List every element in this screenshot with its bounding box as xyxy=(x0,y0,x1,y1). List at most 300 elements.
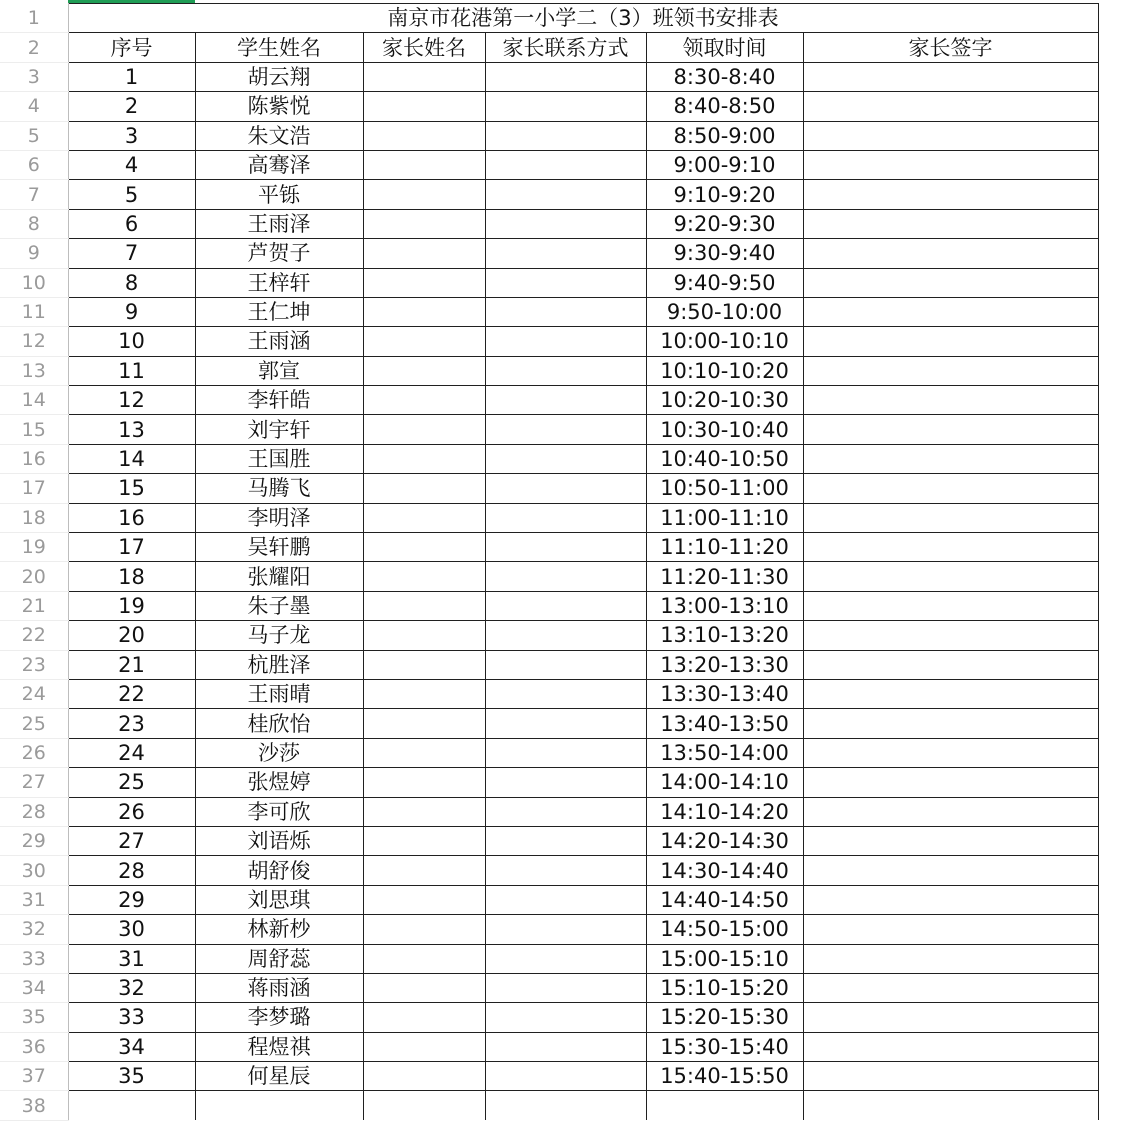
cell-student-name[interactable]: 高骞泽 xyxy=(195,150,363,179)
cell-parent-name[interactable] xyxy=(363,915,485,944)
cell-student-name[interactable]: 王雨涵 xyxy=(195,327,363,356)
table-row xyxy=(0,327,1098,356)
table-row xyxy=(0,62,1098,91)
table-row xyxy=(0,474,1098,503)
cell-no[interactable]: 18 xyxy=(68,562,195,591)
cell-parent-contact[interactable] xyxy=(485,709,646,738)
cell-no[interactable]: 28 xyxy=(68,856,195,885)
header-cell-parent-signature[interactable]: 家长签字 xyxy=(803,33,1098,62)
cell-student-name[interactable]: 王雨泽 xyxy=(195,209,363,238)
row-header[interactable]: 6 xyxy=(0,150,68,179)
cell-parent-signature[interactable] xyxy=(803,209,1098,238)
cell-parent-signature[interactable] xyxy=(803,562,1098,591)
cell-no[interactable]: 26 xyxy=(68,797,195,826)
row-header[interactable]: 27 xyxy=(0,768,68,797)
cell-parent-name[interactable] xyxy=(363,768,485,797)
table-row xyxy=(0,826,1098,855)
row-header[interactable]: 34 xyxy=(0,973,68,1002)
cell-pickup-time[interactable]: 9:10-9:20 xyxy=(646,180,803,209)
row-header[interactable]: 25 xyxy=(0,709,68,738)
cell-parent-signature[interactable] xyxy=(803,503,1098,532)
cell-parent-signature[interactable] xyxy=(803,944,1098,973)
cell-pickup-time[interactable]: 13:30-13:40 xyxy=(646,679,803,708)
table-row xyxy=(0,415,1098,444)
table-row xyxy=(0,121,1098,150)
cell-parent-contact[interactable] xyxy=(485,1003,646,1032)
cell-pickup-time[interactable]: 13:00-13:10 xyxy=(646,591,803,620)
row-header[interactable]: 18 xyxy=(0,503,68,532)
cell-pickup-time[interactable]: 9:30-9:40 xyxy=(646,239,803,268)
cell-parent-name[interactable] xyxy=(363,150,485,179)
cell-student-name[interactable]: 沙莎 xyxy=(195,738,363,767)
cell-pickup-time[interactable]: 10:30-10:40 xyxy=(646,415,803,444)
cell-parent-signature[interactable] xyxy=(803,591,1098,620)
cell-parent-signature[interactable] xyxy=(803,915,1098,944)
cell-no[interactable]: 20 xyxy=(68,621,195,650)
cell-parent-name[interactable] xyxy=(363,533,485,562)
cell-no[interactable]: 16 xyxy=(68,503,195,532)
cell-parent-contact[interactable] xyxy=(485,768,646,797)
row-header[interactable]: 1 xyxy=(0,4,68,33)
cell-student-name[interactable]: 王国胜 xyxy=(195,444,363,473)
row-header[interactable]: 5 xyxy=(0,121,68,150)
table-row xyxy=(0,679,1098,708)
cell-no[interactable]: 13 xyxy=(68,415,195,444)
cell-parent-signature[interactable] xyxy=(803,738,1098,767)
cell-parent-contact[interactable] xyxy=(485,533,646,562)
cell-parent-signature[interactable] xyxy=(803,444,1098,473)
row-header[interactable]: 7 xyxy=(0,180,68,209)
header-cell-pickup-time[interactable]: 领取时间 xyxy=(646,33,803,62)
row-header[interactable]: 36 xyxy=(0,1032,68,1061)
cell-pickup-time[interactable]: 15:30-15:40 xyxy=(646,1032,803,1061)
cell-pickup-time[interactable]: 8:50-9:00 xyxy=(646,121,803,150)
empty-cell[interactable] xyxy=(485,1091,646,1120)
cell-parent-signature[interactable] xyxy=(803,973,1098,1002)
cell-parent-contact[interactable] xyxy=(485,121,646,150)
cell-parent-contact[interactable] xyxy=(485,297,646,326)
cell-parent-contact[interactable] xyxy=(485,679,646,708)
cell-parent-name[interactable] xyxy=(363,209,485,238)
table-row xyxy=(0,885,1098,914)
cell-pickup-time[interactable]: 9:50-10:00 xyxy=(646,297,803,326)
cell-parent-contact[interactable] xyxy=(485,444,646,473)
cell-parent-contact[interactable] xyxy=(485,327,646,356)
header-cell-no[interactable]: 序号 xyxy=(68,33,195,62)
cell-pickup-time[interactable]: 13:20-13:30 xyxy=(646,650,803,679)
table-row xyxy=(0,1032,1098,1061)
cell-student-name[interactable]: 张煜婷 xyxy=(195,768,363,797)
cell-no[interactable]: 1 xyxy=(68,62,195,91)
cell-parent-name[interactable] xyxy=(363,239,485,268)
cell-parent-name[interactable] xyxy=(363,885,485,914)
cell-parent-name[interactable] xyxy=(363,944,485,973)
cell-parent-contact[interactable] xyxy=(485,268,646,297)
empty-cell[interactable] xyxy=(68,1091,195,1120)
row-header[interactable]: 28 xyxy=(0,797,68,826)
cell-student-name[interactable]: 林新杪 xyxy=(195,915,363,944)
cell-no[interactable]: 2 xyxy=(68,92,195,121)
cell-parent-contact[interactable] xyxy=(485,621,646,650)
row-header[interactable]: 35 xyxy=(0,1003,68,1032)
cell-no[interactable]: 10 xyxy=(68,327,195,356)
row-header[interactable]: 20 xyxy=(0,562,68,591)
row-header[interactable]: 11 xyxy=(0,297,68,326)
row-header[interactable]: 32 xyxy=(0,915,68,944)
table-row xyxy=(0,503,1098,532)
cell-pickup-time[interactable]: 10:50-11:00 xyxy=(646,474,803,503)
cell-no[interactable]: 17 xyxy=(68,533,195,562)
row-header[interactable]: 31 xyxy=(0,885,68,914)
cell-no[interactable]: 31 xyxy=(68,944,195,973)
cell-parent-name[interactable] xyxy=(363,503,485,532)
cell-parent-signature[interactable] xyxy=(803,709,1098,738)
cell-parent-signature[interactable] xyxy=(803,474,1098,503)
cell-parent-contact[interactable] xyxy=(485,180,646,209)
cell-pickup-time[interactable]: 10:40-10:50 xyxy=(646,444,803,473)
row-header[interactable]: 14 xyxy=(0,386,68,415)
cell-parent-signature[interactable] xyxy=(803,415,1098,444)
cell-student-name[interactable]: 王梓轩 xyxy=(195,268,363,297)
table-row xyxy=(0,209,1098,238)
cell-parent-signature[interactable] xyxy=(803,826,1098,855)
cell-pickup-time[interactable]: 14:20-14:30 xyxy=(646,826,803,855)
cell-parent-signature[interactable] xyxy=(803,621,1098,650)
cell-parent-name[interactable] xyxy=(363,92,485,121)
row-header[interactable]: 38 xyxy=(0,1091,68,1120)
cell-parent-contact[interactable] xyxy=(485,150,646,179)
cell-no[interactable]: 32 xyxy=(68,973,195,1002)
cell-student-name[interactable]: 郭宣 xyxy=(195,356,363,385)
cell-parent-contact[interactable] xyxy=(485,856,646,885)
empty-cell[interactable] xyxy=(646,1091,803,1120)
row-header[interactable]: 19 xyxy=(0,533,68,562)
cell-student-name[interactable]: 芦贺子 xyxy=(195,239,363,268)
cell-student-name[interactable]: 王仁坤 xyxy=(195,297,363,326)
cell-pickup-time[interactable]: 11:00-11:10 xyxy=(646,503,803,532)
cell-pickup-time[interactable]: 10:20-10:30 xyxy=(646,386,803,415)
cell-parent-signature[interactable] xyxy=(803,768,1098,797)
cell-parent-signature[interactable] xyxy=(803,1003,1098,1032)
empty-cell[interactable] xyxy=(803,1091,1098,1120)
cell-parent-name[interactable] xyxy=(363,121,485,150)
cell-parent-contact[interactable] xyxy=(485,239,646,268)
cell-no[interactable]: 23 xyxy=(68,709,195,738)
cell-no[interactable]: 25 xyxy=(68,768,195,797)
cell-no[interactable]: 24 xyxy=(68,738,195,767)
cell-student-name[interactable]: 刘宇轩 xyxy=(195,415,363,444)
table-row xyxy=(0,268,1098,297)
cell-student-name[interactable]: 马腾飞 xyxy=(195,474,363,503)
data-table xyxy=(0,3,1099,1121)
cell-student-name[interactable]: 李明泽 xyxy=(195,503,363,532)
cell-parent-signature[interactable] xyxy=(803,533,1098,562)
cell-parent-name[interactable] xyxy=(363,621,485,650)
cell-parent-contact[interactable] xyxy=(485,209,646,238)
cell-parent-signature[interactable] xyxy=(803,121,1098,150)
cell-parent-signature[interactable] xyxy=(803,92,1098,121)
cell-student-name[interactable]: 朱文浩 xyxy=(195,121,363,150)
cell-parent-contact[interactable] xyxy=(485,62,646,91)
cell-parent-contact[interactable] xyxy=(485,797,646,826)
cell-no[interactable]: 8 xyxy=(68,268,195,297)
cell-student-name[interactable]: 刘思琪 xyxy=(195,885,363,914)
cell-no[interactable]: 12 xyxy=(68,386,195,415)
cell-student-name[interactable]: 周舒蕊 xyxy=(195,944,363,973)
cell-parent-signature[interactable] xyxy=(803,239,1098,268)
table-row xyxy=(0,768,1098,797)
cell-pickup-time[interactable]: 14:30-14:40 xyxy=(646,856,803,885)
empty-cell[interactable] xyxy=(195,1091,363,1120)
row-header[interactable]: 33 xyxy=(0,944,68,973)
table-row xyxy=(0,297,1098,326)
cell-pickup-time[interactable]: 14:50-15:00 xyxy=(646,915,803,944)
header-cell-parent-name[interactable]: 家长姓名 xyxy=(363,33,485,62)
title-row xyxy=(0,4,1098,33)
table-row xyxy=(0,533,1098,562)
cell-pickup-time[interactable]: 10:10-10:20 xyxy=(646,356,803,385)
row-header[interactable]: 37 xyxy=(0,1062,68,1091)
cell-no[interactable]: 34 xyxy=(68,1032,195,1061)
row-header[interactable]: 4 xyxy=(0,92,68,121)
cell-student-name[interactable]: 胡舒俊 xyxy=(195,856,363,885)
cell-pickup-time[interactable]: 9:00-9:10 xyxy=(646,150,803,179)
cell-parent-signature[interactable] xyxy=(803,327,1098,356)
cell-parent-signature[interactable] xyxy=(803,1032,1098,1061)
cell-parent-name[interactable] xyxy=(363,297,485,326)
table-row xyxy=(0,944,1098,973)
cell-parent-signature[interactable] xyxy=(803,856,1098,885)
cell-no[interactable]: 22 xyxy=(68,679,195,708)
header-cell-parent-contact[interactable]: 家长联系方式 xyxy=(485,33,646,62)
cell-student-name[interactable]: 李梦璐 xyxy=(195,1003,363,1032)
cell-parent-contact[interactable] xyxy=(485,973,646,1002)
cell-parent-name[interactable] xyxy=(363,650,485,679)
cell-parent-signature[interactable] xyxy=(803,62,1098,91)
cell-no[interactable]: 4 xyxy=(68,150,195,179)
cell-student-name[interactable]: 桂欣怡 xyxy=(195,709,363,738)
cell-parent-name[interactable] xyxy=(363,415,485,444)
cell-no[interactable]: 7 xyxy=(68,239,195,268)
cell-parent-name[interactable] xyxy=(363,562,485,591)
cell-parent-contact[interactable] xyxy=(485,650,646,679)
table-row xyxy=(0,150,1098,179)
cell-student-name[interactable]: 李轩皓 xyxy=(195,386,363,415)
table-row xyxy=(0,915,1098,944)
cell-pickup-time[interactable]: 11:10-11:20 xyxy=(646,533,803,562)
cell-no[interactable]: 35 xyxy=(68,1062,195,1091)
row-header[interactable]: 9 xyxy=(0,239,68,268)
cell-no[interactable]: 15 xyxy=(68,474,195,503)
sheet-title-cell[interactable]: 南京市花港第一小学二（3）班领书安排表 xyxy=(68,4,1098,33)
cell-parent-signature[interactable] xyxy=(803,297,1098,326)
cell-parent-name[interactable] xyxy=(363,268,485,297)
row-header[interactable]: 21 xyxy=(0,591,68,620)
cell-student-name[interactable]: 程煜祺 xyxy=(195,1032,363,1061)
table-row xyxy=(0,92,1098,121)
spreadsheet-grid xyxy=(0,3,1125,1121)
cell-no[interactable]: 3 xyxy=(68,121,195,150)
cell-parent-contact[interactable] xyxy=(485,1032,646,1061)
row-header[interactable]: 24 xyxy=(0,679,68,708)
cell-student-name[interactable]: 胡云翔 xyxy=(195,62,363,91)
table-row xyxy=(0,562,1098,591)
cell-parent-name[interactable] xyxy=(363,1032,485,1061)
cell-parent-contact[interactable] xyxy=(485,915,646,944)
table-row xyxy=(0,973,1098,1002)
cell-pickup-time[interactable]: 13:40-13:50 xyxy=(646,709,803,738)
cell-parent-contact[interactable] xyxy=(485,92,646,121)
cell-parent-name[interactable] xyxy=(363,709,485,738)
cell-no[interactable]: 33 xyxy=(68,1003,195,1032)
cell-no[interactable]: 29 xyxy=(68,885,195,914)
cell-pickup-time[interactable]: 8:40-8:50 xyxy=(646,92,803,121)
cell-parent-signature[interactable] xyxy=(803,180,1098,209)
cell-parent-name[interactable] xyxy=(363,62,485,91)
cell-parent-name[interactable] xyxy=(363,591,485,620)
cell-parent-signature[interactable] xyxy=(803,679,1098,708)
table-row xyxy=(0,356,1098,385)
cell-parent-name[interactable] xyxy=(363,444,485,473)
cell-no[interactable]: 6 xyxy=(68,209,195,238)
table-row xyxy=(0,856,1098,885)
cell-parent-signature[interactable] xyxy=(803,268,1098,297)
cell-student-name[interactable]: 蒋雨涵 xyxy=(195,973,363,1002)
cell-parent-contact[interactable] xyxy=(485,474,646,503)
cell-parent-contact[interactable] xyxy=(485,415,646,444)
cell-pickup-time[interactable]: 13:10-13:20 xyxy=(646,621,803,650)
header-row xyxy=(0,33,1098,62)
cell-pickup-time[interactable]: 14:40-14:50 xyxy=(646,885,803,914)
cell-parent-contact[interactable] xyxy=(485,738,646,767)
cell-no[interactable]: 30 xyxy=(68,915,195,944)
table-row xyxy=(0,1003,1098,1032)
table-row xyxy=(0,444,1098,473)
cell-parent-name[interactable] xyxy=(363,973,485,1002)
cell-parent-name[interactable] xyxy=(363,1062,485,1091)
row-header[interactable]: 30 xyxy=(0,856,68,885)
cell-pickup-time[interactable]: 15:40-15:50 xyxy=(646,1062,803,1091)
cell-no[interactable]: 14 xyxy=(68,444,195,473)
row-header[interactable]: 29 xyxy=(0,826,68,855)
table-row xyxy=(0,1062,1098,1091)
cell-student-name[interactable]: 朱子墨 xyxy=(195,591,363,620)
cell-student-name[interactable]: 吴轩鹏 xyxy=(195,533,363,562)
cell-student-name[interactable]: 刘语烁 xyxy=(195,826,363,855)
cell-parent-name[interactable] xyxy=(363,826,485,855)
cell-parent-contact[interactable] xyxy=(485,356,646,385)
row-header[interactable]: 2 xyxy=(0,33,68,62)
empty-cell[interactable] xyxy=(363,1091,485,1120)
cell-no[interactable]: 5 xyxy=(68,180,195,209)
cell-student-name[interactable]: 王雨晴 xyxy=(195,679,363,708)
row-header[interactable]: 26 xyxy=(0,738,68,767)
cell-parent-contact[interactable] xyxy=(485,826,646,855)
cell-pickup-time[interactable]: 14:10-14:20 xyxy=(646,797,803,826)
cell-parent-contact[interactable] xyxy=(485,1062,646,1091)
cell-pickup-time[interactable]: 9:20-9:30 xyxy=(646,209,803,238)
row-header[interactable]: 15 xyxy=(0,415,68,444)
cell-parent-signature[interactable] xyxy=(803,885,1098,914)
cell-student-name[interactable]: 李可欣 xyxy=(195,797,363,826)
cell-parent-name[interactable] xyxy=(363,180,485,209)
cell-student-name[interactable]: 杭胜泽 xyxy=(195,650,363,679)
empty-row xyxy=(0,1091,1098,1120)
cell-pickup-time[interactable]: 15:10-15:20 xyxy=(646,973,803,1002)
cell-pickup-time[interactable]: 11:20-11:30 xyxy=(646,562,803,591)
cell-parent-signature[interactable] xyxy=(803,356,1098,385)
cell-parent-name[interactable] xyxy=(363,327,485,356)
table-row xyxy=(0,797,1098,826)
table-row xyxy=(0,650,1098,679)
cell-pickup-time[interactable]: 9:40-9:50 xyxy=(646,268,803,297)
cell-student-name[interactable]: 张耀阳 xyxy=(195,562,363,591)
cell-parent-contact[interactable] xyxy=(485,562,646,591)
row-header[interactable]: 16 xyxy=(0,444,68,473)
cell-pickup-time[interactable]: 13:50-14:00 xyxy=(646,738,803,767)
cell-pickup-time[interactable]: 10:00-10:10 xyxy=(646,327,803,356)
cell-parent-name[interactable] xyxy=(363,679,485,708)
table-row xyxy=(0,239,1098,268)
table-row xyxy=(0,738,1098,767)
cell-pickup-time[interactable]: 15:00-15:10 xyxy=(646,944,803,973)
row-header[interactable]: 22 xyxy=(0,621,68,650)
cell-no[interactable]: 11 xyxy=(68,356,195,385)
header-cell-student-name[interactable]: 学生姓名 xyxy=(195,33,363,62)
cell-parent-signature[interactable] xyxy=(803,650,1098,679)
row-header[interactable]: 3 xyxy=(0,62,68,91)
cell-student-name[interactable]: 马子龙 xyxy=(195,621,363,650)
cell-no[interactable]: 21 xyxy=(68,650,195,679)
cell-parent-signature[interactable] xyxy=(803,386,1098,415)
cell-pickup-time[interactable]: 8:30-8:40 xyxy=(646,62,803,91)
row-header[interactable]: 13 xyxy=(0,356,68,385)
cell-parent-name[interactable] xyxy=(363,856,485,885)
cell-parent-contact[interactable] xyxy=(485,944,646,973)
cell-no[interactable]: 19 xyxy=(68,591,195,620)
row-header[interactable]: 17 xyxy=(0,474,68,503)
table-row xyxy=(0,180,1098,209)
cell-parent-name[interactable] xyxy=(363,1003,485,1032)
cell-parent-signature[interactable] xyxy=(803,797,1098,826)
row-header[interactable]: 8 xyxy=(0,209,68,238)
cell-parent-name[interactable] xyxy=(363,738,485,767)
cell-parent-name[interactable] xyxy=(363,386,485,415)
cell-student-name[interactable]: 平铄 xyxy=(195,180,363,209)
row-header[interactable]: 23 xyxy=(0,650,68,679)
cell-parent-name[interactable] xyxy=(363,356,485,385)
cell-student-name[interactable]: 何星辰 xyxy=(195,1062,363,1091)
row-header[interactable]: 12 xyxy=(0,327,68,356)
cell-pickup-time[interactable]: 14:00-14:10 xyxy=(646,768,803,797)
row-header[interactable]: 10 xyxy=(0,268,68,297)
table-row xyxy=(0,621,1098,650)
cell-parent-signature[interactable] xyxy=(803,150,1098,179)
cell-parent-contact[interactable] xyxy=(485,503,646,532)
cell-parent-contact[interactable] xyxy=(485,885,646,914)
cell-parent-name[interactable] xyxy=(363,797,485,826)
table-row xyxy=(0,709,1098,738)
cell-no[interactable]: 9 xyxy=(68,297,195,326)
cell-no[interactable]: 27 xyxy=(68,826,195,855)
cell-parent-name[interactable] xyxy=(363,474,485,503)
cell-student-name[interactable]: 陈紫悦 xyxy=(195,92,363,121)
table-row xyxy=(0,386,1098,415)
cell-pickup-time[interactable]: 15:20-15:30 xyxy=(646,1003,803,1032)
cell-parent-contact[interactable] xyxy=(485,591,646,620)
cell-parent-contact[interactable] xyxy=(485,386,646,415)
cell-parent-signature[interactable] xyxy=(803,1062,1098,1091)
